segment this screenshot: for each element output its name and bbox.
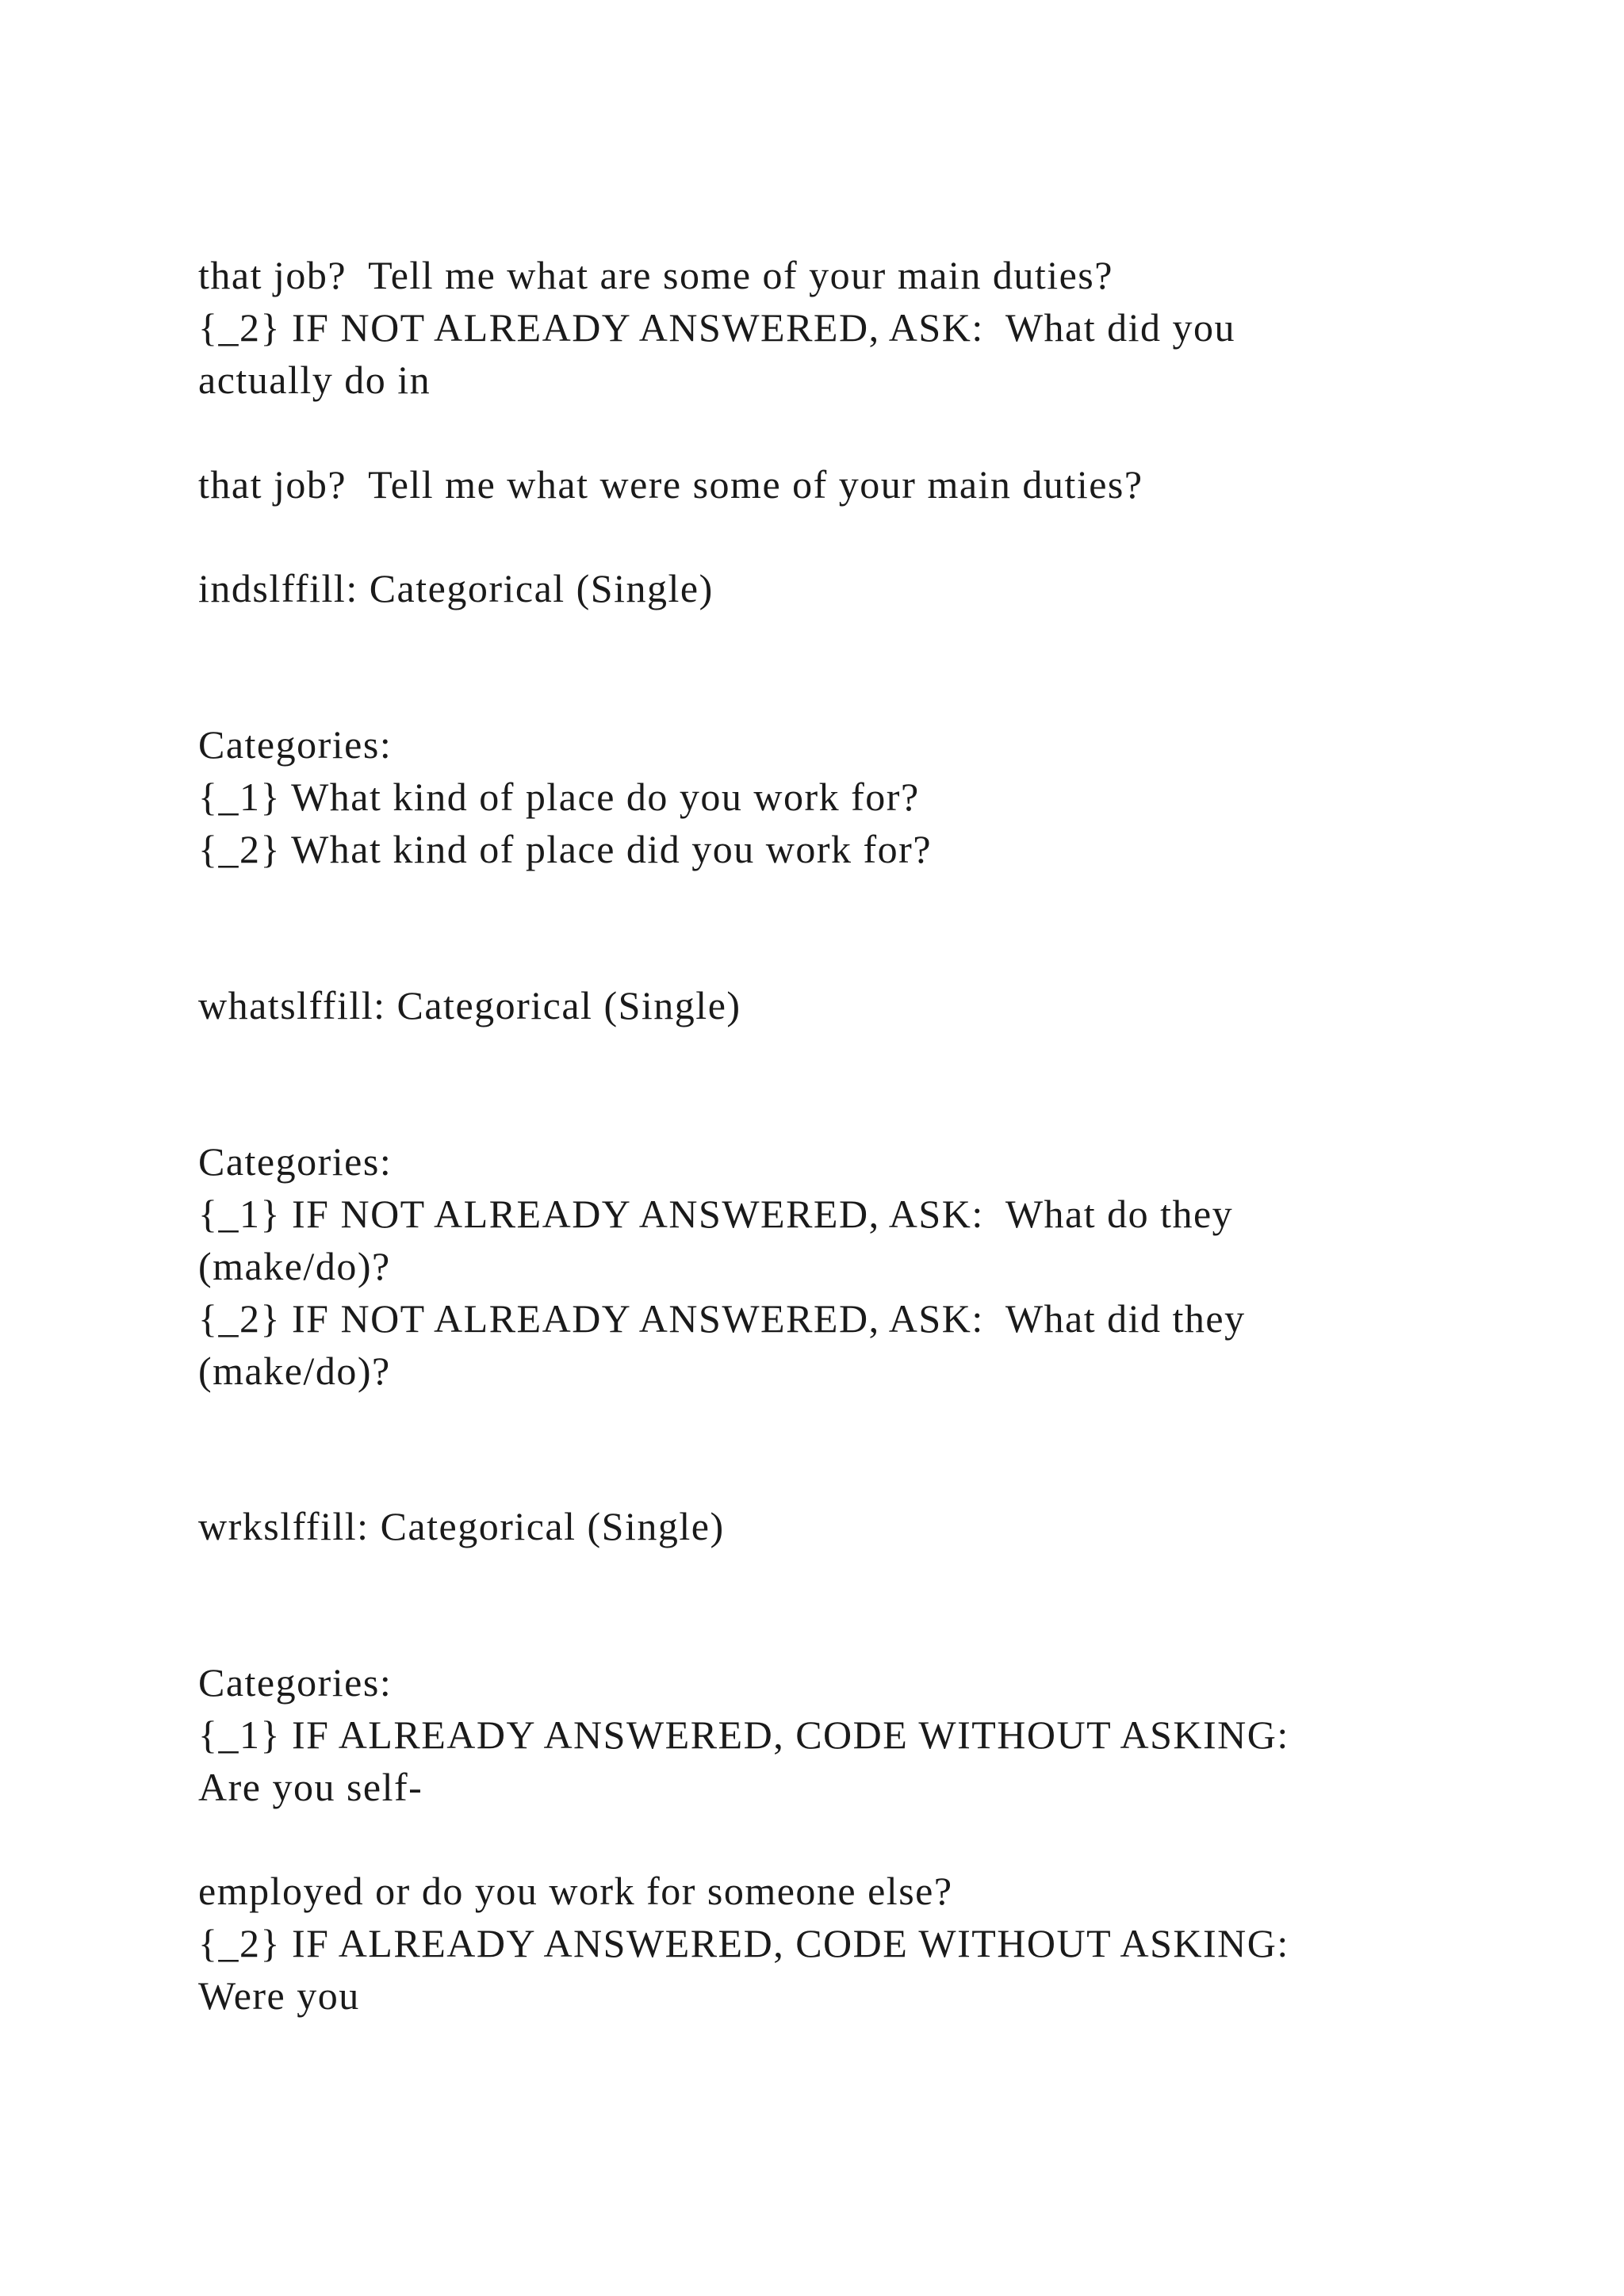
category-item: {_2} What kind of place did you work for? xyxy=(198,827,933,871)
category-item: {_1} IF ALREADY ANSWERED, CODE WITHOUT ASKING: xyxy=(198,1712,1289,1757)
category-item: {_1} What kind of place do you work for? xyxy=(198,775,920,819)
text-line: that job? Tell me what are some of your main duties? xyxy=(198,253,1113,297)
text-line: {_2} IF NOT ALREADY ANSWERED, ASK: What did you xyxy=(198,305,1235,350)
text-line: (make/do)? xyxy=(198,1349,391,1393)
text-line: (make/do)? xyxy=(198,1244,391,1288)
field-label-whatslffill: whatslffill: Categorical (Single) xyxy=(198,983,741,1027)
category-item: {_2} IF NOT ALREADY ANSWERED, ASK: What did they xyxy=(198,1296,1246,1341)
text-line: actually do in xyxy=(198,358,431,402)
text-line: Are you self- xyxy=(198,1765,423,1809)
field-label-indslffill: indslffill: Categorical (Single) xyxy=(198,566,714,610)
field-label-wrkslffill: wrkslffill: Categorical (Single) xyxy=(198,1504,725,1548)
text-line: employed or do you work for someone else? xyxy=(198,1869,953,1913)
text-line: that job? Tell me what were some of your main duties? xyxy=(198,462,1143,507)
category-item: {_2} IF ALREADY ANSWERED, CODE WITHOUT ASKING: xyxy=(198,1921,1289,1965)
category-item: {_1} IF NOT ALREADY ANSWERED, ASK: What do they xyxy=(198,1192,1234,1236)
categories-heading: Categories: xyxy=(198,722,393,767)
categories-heading: Categories: xyxy=(198,1139,393,1184)
categories-heading: Categories: xyxy=(198,1660,393,1705)
text-line: Were you xyxy=(198,1973,360,2018)
